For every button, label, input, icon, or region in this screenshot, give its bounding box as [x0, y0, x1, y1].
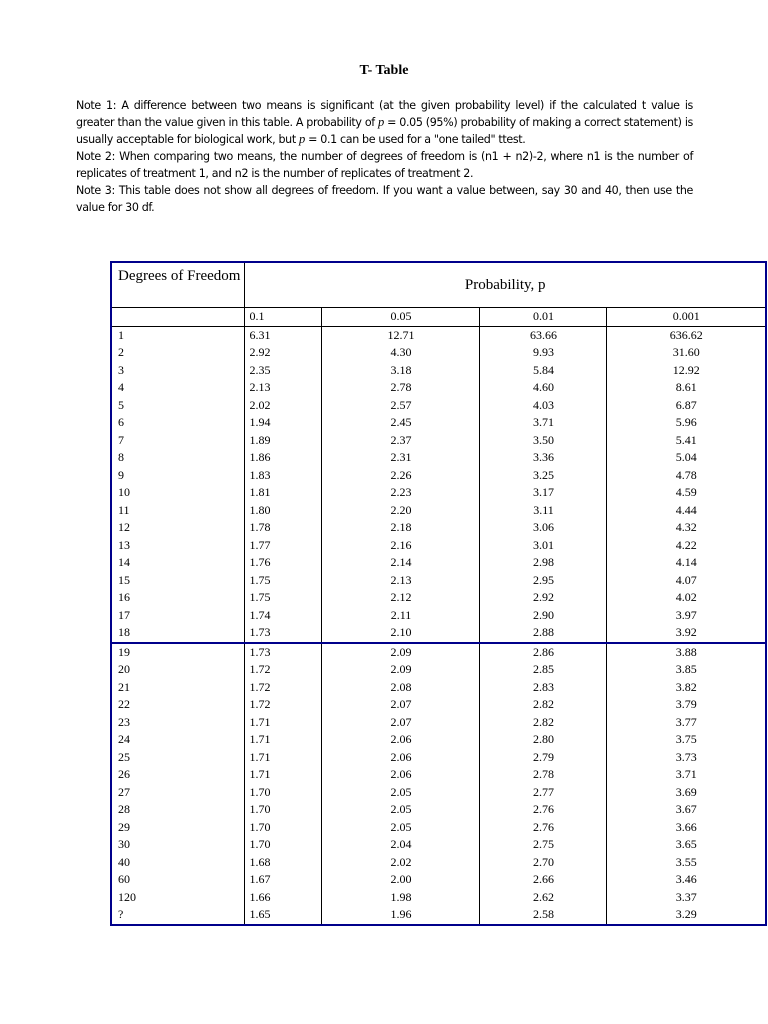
value-cell: 3.71	[480, 414, 607, 432]
value-cell: 2.83	[480, 679, 607, 697]
table-row	[111, 661, 766, 679]
table-row	[111, 484, 766, 502]
value-cell: 3.65	[607, 836, 766, 854]
value-cell: 6.31	[245, 326, 322, 344]
value-cell: 2.07	[322, 696, 480, 714]
value-cell: 2.82	[480, 714, 607, 732]
value-cell: 2.09	[322, 643, 480, 662]
value-cell: 2.45	[322, 414, 480, 432]
value-cell: 3.73	[607, 749, 766, 767]
note-3: Note 3: This table does not show all degrees of freedom. If you want a value between, say 30 and 40, then use the value for 30 df.	[76, 184, 693, 214]
value-cell: 1.89	[245, 432, 322, 450]
df-cell: 17	[111, 607, 245, 625]
value-cell: 3.82	[607, 679, 766, 697]
value-cell: 2.06	[322, 749, 480, 767]
df-cell: 4	[111, 379, 245, 397]
value-cell: 3.36	[480, 449, 607, 467]
df-cell: 8	[111, 449, 245, 467]
df-cell: 6	[111, 414, 245, 432]
table-row	[111, 467, 766, 485]
df-cell: 11	[111, 502, 245, 520]
value-cell: 1.65	[245, 906, 322, 925]
table-row	[111, 362, 766, 380]
value-cell: 8.61	[607, 379, 766, 397]
df-cell: 30	[111, 836, 245, 854]
value-cell: 1.70	[245, 836, 322, 854]
table-row	[111, 572, 766, 590]
table-row	[111, 871, 766, 889]
df-cell: 40	[111, 854, 245, 872]
notes-section	[76, 97, 693, 216]
value-cell: 1.96	[322, 906, 480, 925]
table-row	[111, 554, 766, 572]
df-cell: 27	[111, 784, 245, 802]
value-cell: 4.02	[607, 589, 766, 607]
value-cell: 3.88	[607, 643, 766, 662]
value-cell: 3.17	[480, 484, 607, 502]
value-cell: 4.30	[322, 344, 480, 362]
df-cell: 2	[111, 344, 245, 362]
value-cell: 1.77	[245, 537, 322, 555]
t-distribution-table	[110, 261, 767, 926]
df-cell: 19	[111, 643, 245, 662]
value-cell: 1.72	[245, 696, 322, 714]
table-row	[111, 714, 766, 732]
value-cell: 2.00	[322, 871, 480, 889]
value-cell: 1.74	[245, 607, 322, 625]
table-row	[111, 749, 766, 767]
value-cell: 1.71	[245, 749, 322, 767]
table-row	[111, 502, 766, 520]
df-cell: 18	[111, 624, 245, 643]
value-cell: 1.72	[245, 679, 322, 697]
table-row	[111, 414, 766, 432]
df-cell: 15	[111, 572, 245, 590]
value-cell: 6.87	[607, 397, 766, 415]
value-cell: 4.59	[607, 484, 766, 502]
table-row	[111, 449, 766, 467]
value-cell: 636.62	[607, 326, 766, 344]
value-cell: 4.44	[607, 502, 766, 520]
value-cell: 2.06	[322, 731, 480, 749]
value-cell: 12.71	[322, 326, 480, 344]
value-cell: 3.77	[607, 714, 766, 732]
value-cell: 31.60	[607, 344, 766, 362]
table-row	[111, 819, 766, 837]
value-cell: 2.10	[322, 624, 480, 643]
value-cell: 4.07	[607, 572, 766, 590]
value-cell: 3.85	[607, 661, 766, 679]
value-cell: 1.68	[245, 854, 322, 872]
value-cell: 5.84	[480, 362, 607, 380]
value-cell: 3.79	[607, 696, 766, 714]
table-row	[111, 537, 766, 555]
value-cell: 1.71	[245, 766, 322, 784]
value-cell: 2.11	[322, 607, 480, 625]
value-cell: 1.83	[245, 467, 322, 485]
value-cell: 2.98	[480, 554, 607, 572]
value-cell: 3.55	[607, 854, 766, 872]
value-cell: 4.03	[480, 397, 607, 415]
df-cell: 26	[111, 766, 245, 784]
table-row	[111, 784, 766, 802]
value-cell: 1.67	[245, 871, 322, 889]
value-cell: 4.60	[480, 379, 607, 397]
value-cell: 1.98	[322, 889, 480, 907]
value-cell: 2.23	[322, 484, 480, 502]
value-cell: 5.96	[607, 414, 766, 432]
table-row	[111, 379, 766, 397]
value-cell: 2.05	[322, 784, 480, 802]
column-header: 0.01	[480, 308, 607, 327]
df-cell: 60	[111, 871, 245, 889]
value-cell: 4.22	[607, 537, 766, 555]
page-title: T- Table	[359, 63, 409, 78]
value-cell: 3.71	[607, 766, 766, 784]
column-header: 0.05	[322, 308, 480, 327]
df-cell: 28	[111, 801, 245, 819]
value-cell: 63.66	[480, 326, 607, 344]
df-cell: 120	[111, 889, 245, 907]
value-cell: 2.95	[480, 572, 607, 590]
value-cell: 1.94	[245, 414, 322, 432]
table-row	[111, 432, 766, 450]
value-cell: 2.80	[480, 731, 607, 749]
value-cell: 1.81	[245, 484, 322, 502]
df-cell: 29	[111, 819, 245, 837]
value-cell: 2.76	[480, 801, 607, 819]
df-cell: 21	[111, 679, 245, 697]
table-row	[111, 519, 766, 537]
value-cell: 1.70	[245, 784, 322, 802]
value-cell: 2.13	[322, 572, 480, 590]
value-cell: 1.75	[245, 572, 322, 590]
df-cell: 10	[111, 484, 245, 502]
table-row	[111, 696, 766, 714]
value-cell: 12.92	[607, 362, 766, 380]
value-cell: 2.31	[322, 449, 480, 467]
value-cell: 1.66	[245, 889, 322, 907]
value-cell: 1.73	[245, 643, 322, 662]
value-cell: 2.12	[322, 589, 480, 607]
value-cell: 2.82	[480, 696, 607, 714]
value-cell: 3.06	[480, 519, 607, 537]
value-cell: 2.07	[322, 714, 480, 732]
df-cell: 5	[111, 397, 245, 415]
column-header: 0.001	[607, 308, 766, 327]
value-cell: 2.92	[480, 589, 607, 607]
value-cell: 3.69	[607, 784, 766, 802]
table-row	[111, 643, 766, 662]
table-row	[111, 624, 766, 643]
value-cell: 2.78	[480, 766, 607, 784]
value-cell: 3.01	[480, 537, 607, 555]
df-cell: 12	[111, 519, 245, 537]
table-row	[111, 906, 766, 925]
value-cell: 2.14	[322, 554, 480, 572]
df-cell: 24	[111, 731, 245, 749]
value-cell: 1.76	[245, 554, 322, 572]
table-row	[111, 326, 766, 344]
value-cell: 2.02	[245, 397, 322, 415]
value-cell: 2.57	[322, 397, 480, 415]
df-cell: 16	[111, 589, 245, 607]
table-row	[111, 397, 766, 415]
table-row	[111, 801, 766, 819]
value-cell: 3.67	[607, 801, 766, 819]
value-cell: 2.05	[322, 801, 480, 819]
value-cell: 3.75	[607, 731, 766, 749]
t-table-body	[111, 262, 766, 925]
value-cell: 2.66	[480, 871, 607, 889]
value-cell: 2.85	[480, 661, 607, 679]
value-cell: 1.80	[245, 502, 322, 520]
value-cell: 2.05	[322, 819, 480, 837]
table-row	[111, 766, 766, 784]
value-cell: 2.04	[322, 836, 480, 854]
value-cell: 3.46	[607, 871, 766, 889]
value-cell: 1.70	[245, 819, 322, 837]
value-cell: 2.92	[245, 344, 322, 362]
df-cell: 14	[111, 554, 245, 572]
value-cell: 1.86	[245, 449, 322, 467]
value-cell: 4.32	[607, 519, 766, 537]
table-row	[111, 607, 766, 625]
value-cell: 2.62	[480, 889, 607, 907]
degrees-of-freedom-header: Degrees of Freedom	[111, 262, 245, 308]
value-cell: 2.88	[480, 624, 607, 643]
value-cell: 3.11	[480, 502, 607, 520]
value-cell: 2.08	[322, 679, 480, 697]
df-cell: 3	[111, 362, 245, 380]
value-cell: 3.92	[607, 624, 766, 643]
value-cell: 2.76	[480, 819, 607, 837]
table-row	[111, 854, 766, 872]
value-cell: 2.26	[322, 467, 480, 485]
table-header-row	[111, 262, 766, 308]
value-cell: 1.73	[245, 624, 322, 643]
value-cell: 9.93	[480, 344, 607, 362]
value-cell: 1.71	[245, 731, 322, 749]
table-row	[111, 679, 766, 697]
value-cell: 4.78	[607, 467, 766, 485]
value-cell: 2.18	[322, 519, 480, 537]
df-cell: 20	[111, 661, 245, 679]
df-cell: 7	[111, 432, 245, 450]
value-cell: 2.35	[245, 362, 322, 380]
note-2: Note 2: When comparing two means, the number of degrees of freedom is (n1 + n2)-2, where n1 is the number of replicates of treatment 1, and n2 is the number of replicates of treatment 2.	[76, 150, 693, 180]
value-cell: 2.58	[480, 906, 607, 925]
value-cell: 5.41	[607, 432, 766, 450]
value-cell: 2.78	[322, 379, 480, 397]
value-cell: 2.90	[480, 607, 607, 625]
value-cell: 2.70	[480, 854, 607, 872]
value-cell: 1.70	[245, 801, 322, 819]
value-cell: 3.25	[480, 467, 607, 485]
value-cell: 3.97	[607, 607, 766, 625]
df-cell: 23	[111, 714, 245, 732]
value-cell: 2.13	[245, 379, 322, 397]
df-cell: 13	[111, 537, 245, 555]
df-cell: 9	[111, 467, 245, 485]
df-cell: 25	[111, 749, 245, 767]
column-header-blank	[111, 308, 245, 327]
value-cell: 1.78	[245, 519, 322, 537]
value-cell: 2.86	[480, 643, 607, 662]
note-1: Note 1: A difference between two means is significant (at the given probability level) if the calculated t value is greater than the value given in this table. A probability of p = 0.05 (95%) probability of making a correct statement) is usually acceptable for biological work, but p = 0.1 can be used for a "one tailed" ttest.	[76, 99, 693, 146]
value-cell: 2.75	[480, 836, 607, 854]
value-cell: 1.71	[245, 714, 322, 732]
value-cell: 3.50	[480, 432, 607, 450]
value-cell: 3.66	[607, 819, 766, 837]
value-cell: 2.79	[480, 749, 607, 767]
value-cell: 2.37	[322, 432, 480, 450]
table-row	[111, 344, 766, 362]
value-cell: 2.77	[480, 784, 607, 802]
value-cell: 3.29	[607, 906, 766, 925]
df-cell: 1	[111, 326, 245, 344]
value-cell: 2.16	[322, 537, 480, 555]
value-cell: 1.72	[245, 661, 322, 679]
value-cell: 1.75	[245, 589, 322, 607]
value-cell: 2.02	[322, 854, 480, 872]
value-cell: 2.20	[322, 502, 480, 520]
df-cell: ?	[111, 906, 245, 925]
value-cell: 2.06	[322, 766, 480, 784]
df-cell: 22	[111, 696, 245, 714]
column-header: 0.1	[245, 308, 322, 327]
probability-header: Probability, p	[245, 262, 766, 308]
table-row	[111, 731, 766, 749]
probability-columns-row	[111, 308, 766, 327]
table-row	[111, 589, 766, 607]
table-row	[111, 836, 766, 854]
value-cell: 5.04	[607, 449, 766, 467]
value-cell: 2.09	[322, 661, 480, 679]
value-cell: 4.14	[607, 554, 766, 572]
table-row	[111, 889, 766, 907]
value-cell: 3.37	[607, 889, 766, 907]
value-cell: 3.18	[322, 362, 480, 380]
